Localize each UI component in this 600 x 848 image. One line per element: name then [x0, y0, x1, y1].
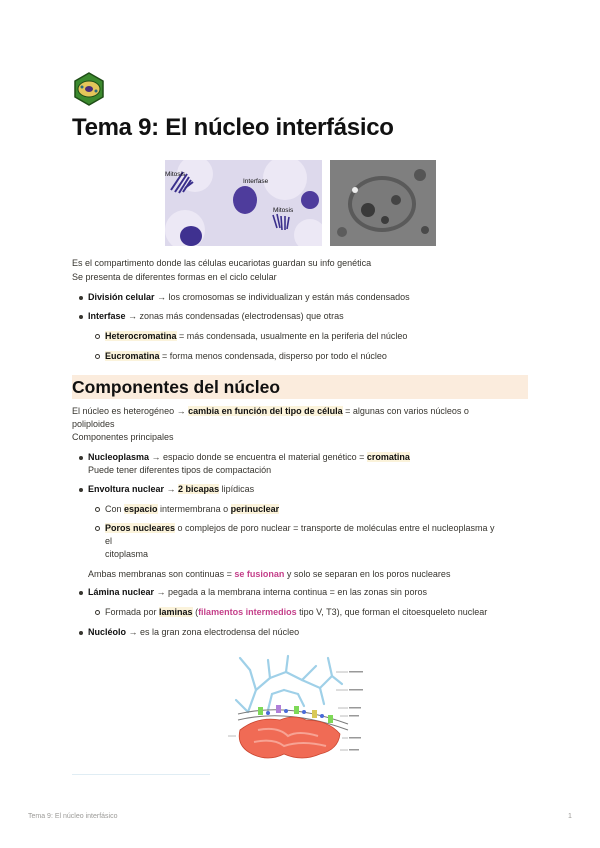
sub-bullet-ring: [95, 354, 100, 359]
list-item-poros: Poros nucleares o complejos de poro nuclear = transporte de moléculas entre el nucleoplasma y: [105, 523, 495, 533]
leaf-cell-icon: [72, 72, 106, 106]
paragraph-componentes: Componentes principales: [72, 432, 174, 442]
bullet-dot: [79, 591, 83, 595]
nuclear-lamina-diagram: [228, 650, 368, 770]
sub-bullet-ring: [95, 526, 100, 531]
poros-line-3: citoplasma: [105, 549, 149, 559]
list-item-lamina: Lámina nuclear → pegada a la membrana interna continua = en las zonas sin poros: [88, 587, 427, 597]
interfase-label: Interfase: [243, 178, 269, 185]
page-title: Tema 9: El núcleo interfásico: [72, 114, 394, 141]
footer-title: Tema 9: El núcleo interfásico: [28, 813, 118, 820]
list-item-espacio: Con espacio intermembrana o perinuclear: [105, 504, 280, 514]
mitosis-label-2: Mitosis: [273, 207, 294, 214]
poros-line-2: el: [105, 536, 113, 546]
list-item-heterocromatina: Heterocromatina = más condensada, usualmente en la periferia del núcleo: [105, 331, 408, 341]
list-item-eucromatina: Eucromatina = forma menos condensada, disperso por todo el núcleo: [105, 351, 387, 361]
sub-bullet-ring: [95, 507, 100, 512]
intro-line-1: Es el compartimento donde las células eucariotas guardan su info genética: [72, 258, 372, 268]
footer-page-number: 1: [568, 813, 572, 820]
list-item-nucleolo: Nucléolo → es la gran zona electrodensa del núcleo: [88, 627, 300, 637]
paragraph-ambas: Ambas membranas son continuas = se fusionan y solo se separan en los poros nucleares: [88, 569, 451, 579]
list-item-interfase: Interfase → zonas más condensadas (electrodensas) que otras: [88, 311, 344, 321]
footer-separator: [72, 774, 210, 775]
paragraph-heterogeneo: El núcleo es heterogéneo → cambia en función del tipo de célula = algunas con varios núcleos o: [72, 406, 469, 416]
list-item-laminas: Formada por laminas (filamentos intermedios tipo V, T3), que forman el citoesqueleto nuclear: [105, 607, 488, 617]
paragraph-poliploides: poliploides: [72, 419, 115, 429]
mitosis-label: Mitosis: [165, 171, 186, 178]
sub-bullet-ring: [95, 610, 100, 615]
bullet-dot: [79, 488, 83, 492]
list-item-division: División celular → los cromosomas se individualizan y están más condensados: [88, 292, 410, 302]
mitosis-micrograph-image: [165, 160, 322, 246]
bullet-dot: [79, 296, 83, 300]
list-item-nucleoplasma: Nucleoplasma → espacio donde se encuentra el material genético = cromatina: [88, 452, 410, 462]
list-item-envoltura: Envoltura nuclear → 2 bicapas lipídicas: [88, 484, 255, 494]
intro-line-2: Se presenta de diferentes formas en el ciclo celular: [72, 272, 277, 282]
bullet-dot: [79, 456, 83, 460]
section-heading: Componentes del núcleo: [72, 377, 281, 397]
nucleoplasma-line-2: Puede tener diferentes tipos de compactación: [88, 465, 272, 475]
bullet-dot: [79, 315, 83, 319]
bullet-dot: [79, 631, 83, 635]
electron-micrograph-image: [330, 160, 436, 246]
sub-bullet-ring: [95, 334, 100, 339]
